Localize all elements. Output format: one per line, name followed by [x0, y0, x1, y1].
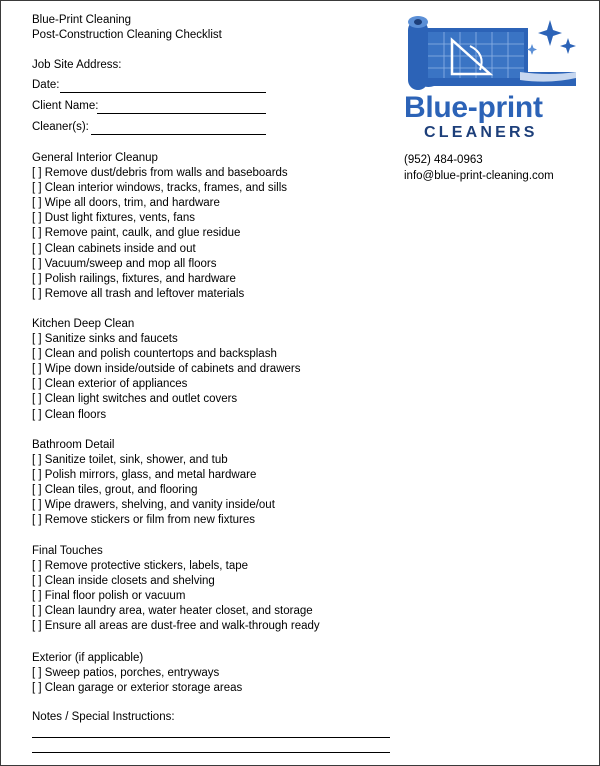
section-title: Exterior (if applicable) [32, 652, 144, 664]
notes-line-1[interactable] [32, 737, 390, 738]
checklist-item[interactable]: [ ] Clean interior windows, tracks, frames, and sills [32, 182, 288, 195]
cleaners-field[interactable] [91, 134, 266, 135]
notes-label: Notes / Special Instructions: [32, 711, 175, 723]
checklist-item[interactable]: [ ] Remove all trash and leftover materials [32, 287, 245, 300]
checklist-item[interactable]: [ ] Sweep patios, porches, entryways [32, 667, 220, 680]
client-name-field[interactable] [97, 113, 266, 114]
checklist-item[interactable]: [ ] Polish mirrors, glass, and metal hardware [32, 469, 257, 482]
section-title: Bathroom Detail [32, 439, 115, 451]
job-site-label: Job Site Address: [32, 59, 122, 71]
checklist-item[interactable]: [ ] Ensure all areas are dust-free and walk-through ready [32, 620, 320, 633]
checklist-item[interactable]: [ ] Polish railings, fixtures, and hardware [32, 272, 236, 285]
section-title: Final Touches [32, 545, 103, 557]
checklist-item[interactable]: [ ] Clean tiles, grout, and flooring [32, 484, 198, 497]
checklist-item[interactable]: [ ] Clean floors [32, 408, 107, 421]
checklist-item[interactable]: [ ] Wipe all doors, trim, and hardware [32, 197, 220, 210]
notes-line-2[interactable] [32, 752, 390, 753]
section-final-touches [32, 544, 320, 635]
checklist-item[interactable]: [ ] Clean garage or exterior storage areas [32, 682, 243, 695]
date-field[interactable] [60, 92, 266, 93]
checklist-item[interactable]: [ ] Clean inside closets and shelving [32, 575, 215, 588]
checklist-item[interactable]: [ ] Remove stickers or film from new fixtures [32, 514, 256, 527]
contact-email: info@blue-print-cleaning.com [404, 170, 554, 182]
checklist-item[interactable]: [ ] Dust light fixtures, vents, fans [32, 212, 195, 225]
section-bathroom [32, 438, 275, 529]
checklist-item[interactable]: [ ] Wipe drawers, shelving, and vanity inside/out [32, 499, 275, 512]
section-exterior [32, 651, 242, 696]
section-title: General Interior Cleanup [32, 152, 158, 164]
checklist-item[interactable]: [ ] Vacuum/sweep and mop all floors [32, 257, 217, 270]
checklist-item[interactable]: [ ] Clean exterior of appliances [32, 378, 188, 391]
blueprint-scroll-icon [400, 14, 580, 94]
cleaners-label: Cleaner(s): [32, 121, 89, 133]
checklist-item[interactable]: [ ] Clean and polish countertops and backsplash [32, 348, 277, 361]
checklist-item[interactable]: [ ] Wipe down inside/outside of cabinets and drawers [32, 363, 301, 376]
section-kitchen [32, 317, 300, 423]
client-name-label: Client Name: [32, 100, 99, 112]
checklist-item[interactable]: [ ] Remove dust/debris from walls and baseboards [32, 167, 288, 180]
checklist-item[interactable]: [ ] Clean laundry area, water heater closet, and storage [32, 605, 313, 618]
logo-brand-main: Blue-print [404, 91, 543, 124]
logo-brand-sub: CLEANERS [424, 124, 538, 141]
checklist-item[interactable]: [ ] Sanitize toilet, sink, shower, and tub [32, 454, 228, 467]
company-name: Blue-Print Cleaning [32, 14, 132, 26]
section-title: Kitchen Deep Clean [32, 318, 135, 330]
checklist-item[interactable]: [ ] Sanitize sinks and faucets [32, 333, 178, 346]
section-general-interior [32, 151, 288, 302]
contact-phone: (952) 484-0963 [404, 154, 483, 166]
checklist-item[interactable]: [ ] Remove protective stickers, labels, tape [32, 560, 249, 573]
document-title: Post-Construction Cleaning Checklist [32, 29, 222, 41]
checklist-item[interactable]: [ ] Clean light switches and outlet covers [32, 393, 238, 406]
checklist-item[interactable]: [ ] Final floor polish or vacuum [32, 590, 186, 603]
date-label: Date: [32, 79, 60, 91]
checklist-item[interactable]: [ ] Remove paint, caulk, and glue residue [32, 227, 241, 240]
checklist-item[interactable]: [ ] Clean cabinets inside and out [32, 242, 196, 255]
